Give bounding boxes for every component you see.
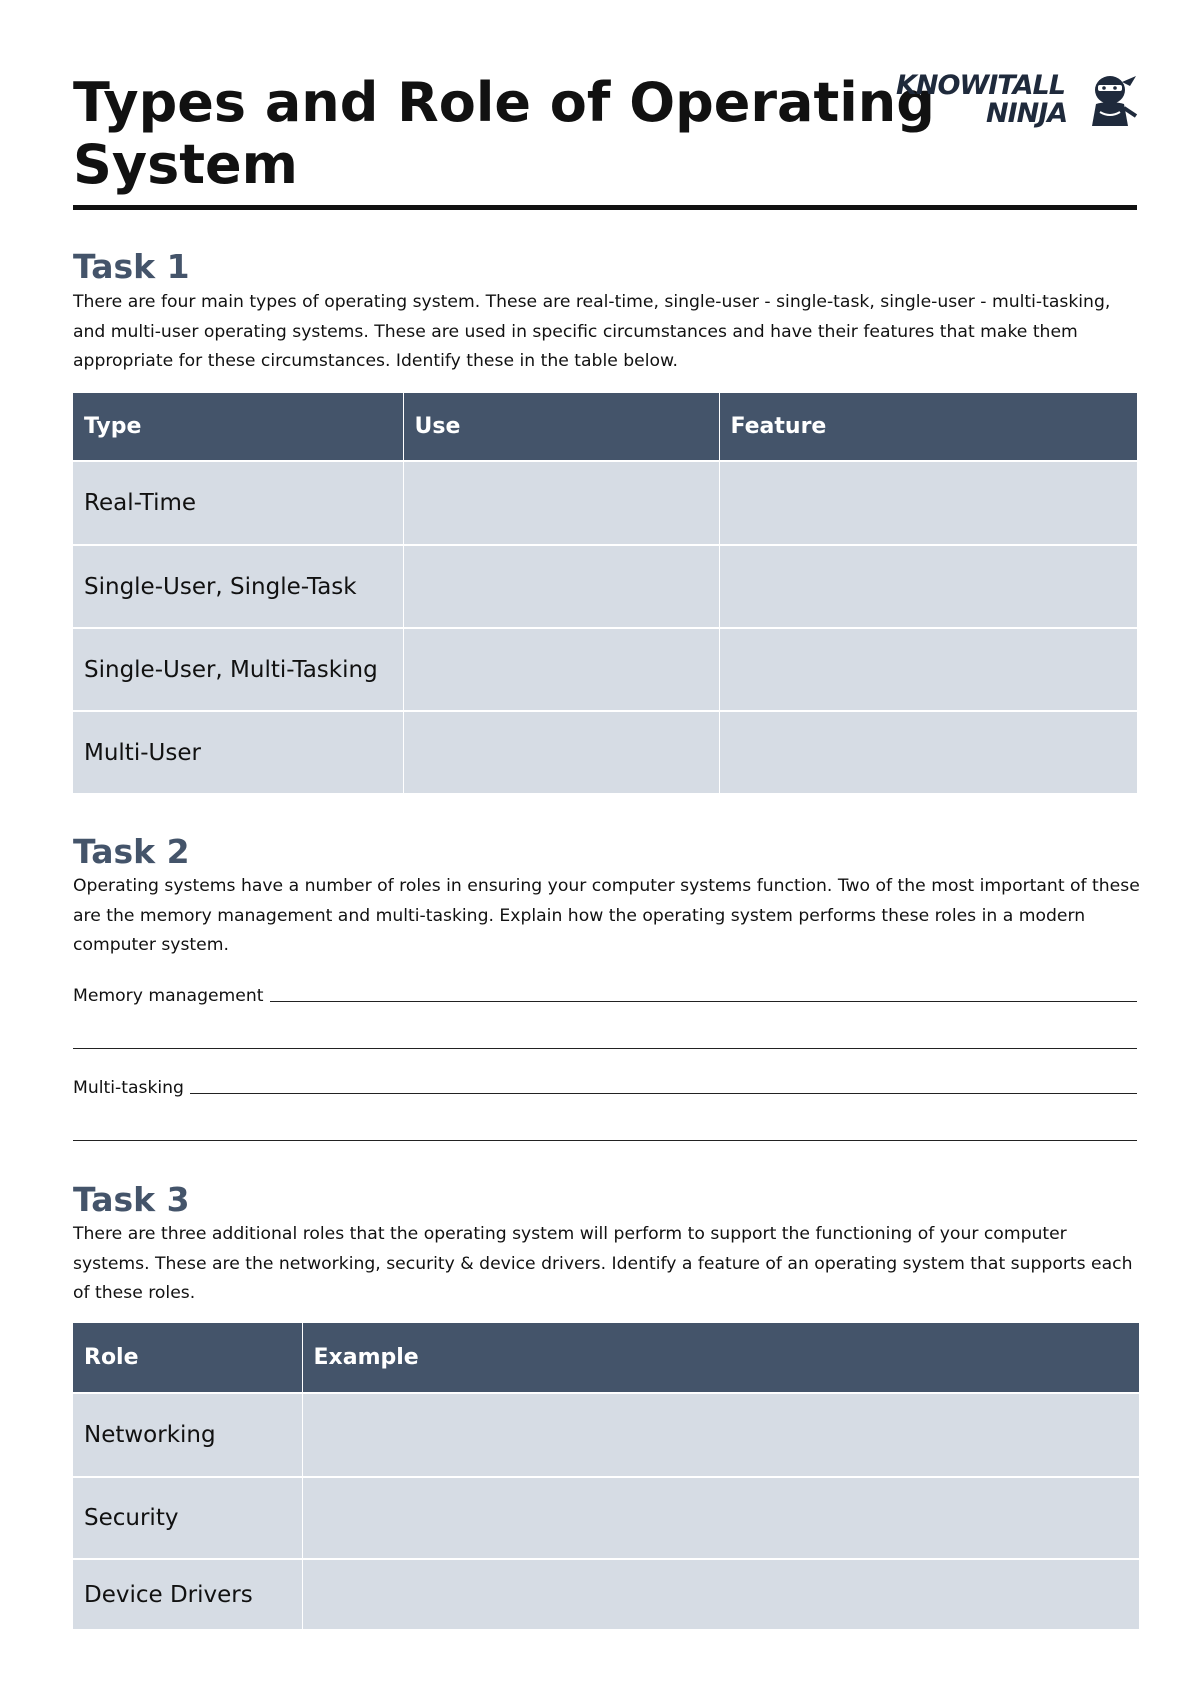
multi-tasking-answer-line[interactable] — [73, 1072, 1137, 1098]
column-header-feature: Feature — [719, 393, 1137, 461]
answer-rule — [73, 1140, 1137, 1141]
table-header-row — [73, 1323, 1139, 1393]
example-cell-security[interactable] — [302, 1477, 1139, 1559]
multi-tasking-label: Multi-tasking — [73, 1078, 184, 1098]
task1-instructions: There are four main types of operating system. These are real-time, single-user - single-task, single-user - multi-tasking, and multi-user operating systems. These are used in specific circumstances and have their features that make them appropriate for these circumstances. Identify these in the table below. — [73, 292, 1111, 371]
row-label-single-user-multi-tasking: Single-User, Multi-Tasking — [73, 628, 403, 711]
page-title: Types and Role of Operating System — [73, 71, 935, 196]
table-row — [73, 711, 1137, 793]
logo-text-line2: NINJA — [986, 98, 1068, 129]
os-types-table — [73, 393, 1137, 793]
table-row — [73, 545, 1137, 628]
row-label-multi-user: Multi-User — [73, 711, 403, 793]
column-header-type: Type — [73, 393, 403, 461]
memory-management-answer-line-2[interactable] — [73, 1027, 1137, 1053]
row-label-device-drivers: Device Drivers — [73, 1559, 302, 1629]
table-row — [73, 1559, 1139, 1629]
row-label-networking: Networking — [73, 1393, 302, 1477]
row-label-security: Security — [73, 1477, 302, 1559]
ninja-icon — [1086, 70, 1138, 130]
feature-cell-real-time[interactable] — [719, 461, 1137, 545]
multi-tasking-answer-line-2[interactable] — [73, 1119, 1137, 1145]
use-cell-real-time[interactable] — [403, 461, 719, 545]
table-row — [73, 628, 1137, 711]
example-cell-networking[interactable] — [302, 1393, 1139, 1477]
feature-cell-multi-user[interactable] — [719, 711, 1137, 793]
answer-rule — [270, 1001, 1138, 1002]
use-cell-single-user-single-task[interactable] — [403, 545, 719, 628]
knowitall-ninja-logo — [896, 70, 1136, 136]
memory-management-answer-line[interactable] — [73, 980, 1137, 1006]
row-label-single-user-single-task: Single-User, Single-Task — [73, 545, 403, 628]
os-roles-table — [73, 1323, 1139, 1629]
table-header-row — [73, 393, 1137, 461]
column-header-use: Use — [403, 393, 719, 461]
row-label-real-time: Real-Time — [73, 461, 403, 545]
use-cell-single-user-multi-tasking[interactable] — [403, 628, 719, 711]
answer-rule — [190, 1093, 1137, 1094]
task2-heading: Task 2 — [73, 832, 190, 871]
feature-cell-single-user-single-task[interactable] — [719, 545, 1137, 628]
answer-rule — [73, 1048, 1137, 1049]
table-row — [73, 1393, 1139, 1477]
task2-instructions: Operating systems have a number of roles in ensuring your computer systems function. Two of the most important of these are the memory management and multi-tasking. Explain how the operating system performs these roles in a modern computer system. — [73, 876, 1140, 955]
task3-heading: Task 3 — [73, 1180, 190, 1219]
memory-management-label: Memory management — [73, 986, 264, 1006]
task3-instructions: There are three additional roles that the operating system will perform to support the functioning of your computer systems. These are the networking, security & device drivers. Identify a feature of an operating system that supports each of these roles. — [73, 1224, 1133, 1303]
table-row — [73, 461, 1137, 545]
use-cell-multi-user[interactable] — [403, 711, 719, 793]
logo-text-line1: KNOWITALL — [896, 70, 1065, 101]
column-header-role: Role — [73, 1323, 302, 1393]
task1-heading: Task 1 — [73, 247, 190, 286]
example-cell-device-drivers[interactable] — [302, 1559, 1139, 1629]
title-divider — [73, 205, 1137, 210]
column-header-example: Example — [302, 1323, 1139, 1393]
table-row — [73, 1477, 1139, 1559]
feature-cell-single-user-multi-tasking[interactable] — [719, 628, 1137, 711]
